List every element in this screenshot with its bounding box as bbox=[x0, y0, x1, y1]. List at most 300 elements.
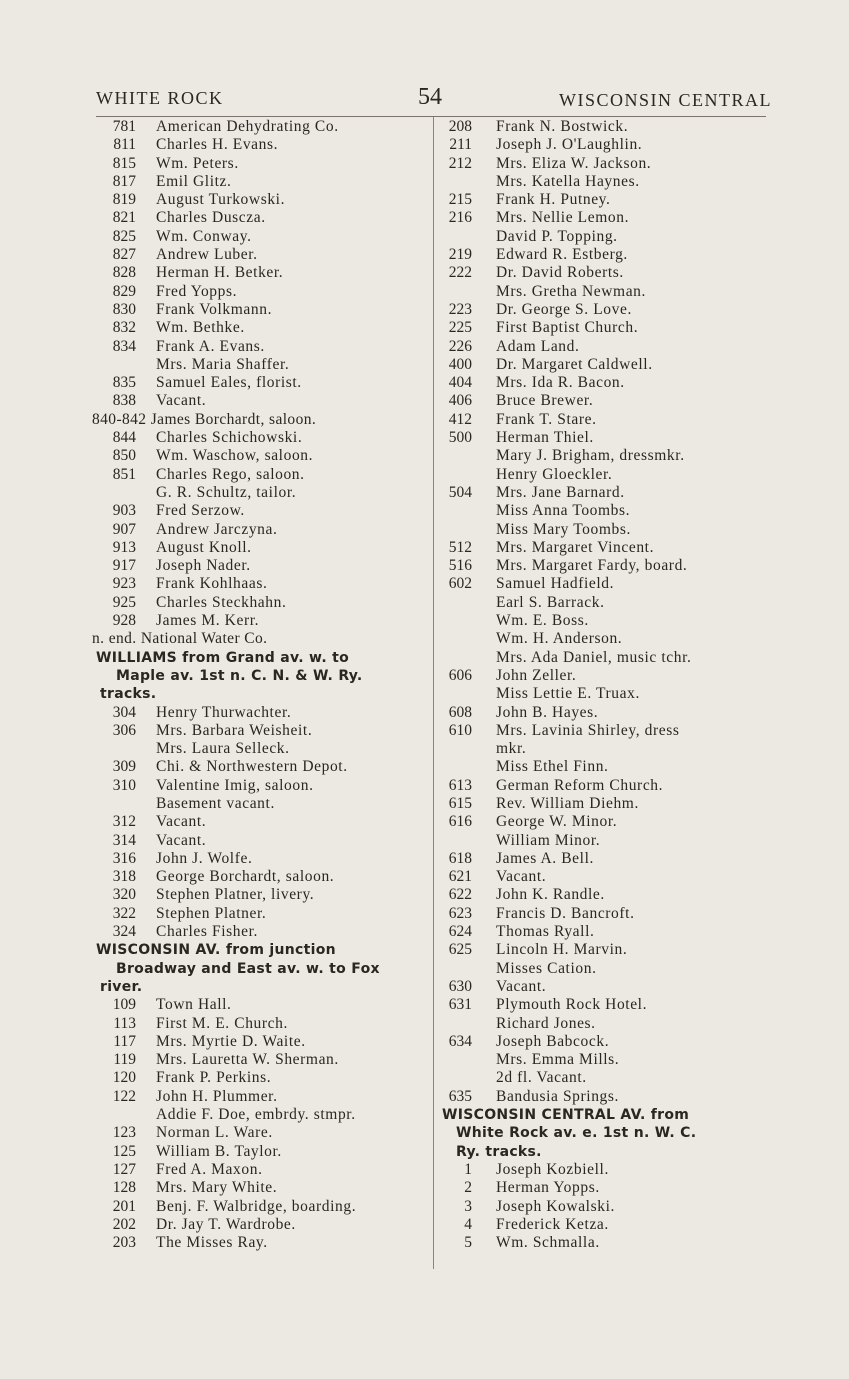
directory-entry bbox=[90, 575, 430, 593]
resident-name: Vacant. bbox=[156, 813, 207, 831]
house-number: 113 bbox=[113, 1014, 136, 1032]
directory-entry bbox=[440, 429, 780, 447]
directory-entry bbox=[440, 228, 780, 246]
resident-name: Henry Thurwachter. bbox=[156, 703, 292, 721]
directory-entry bbox=[440, 136, 780, 154]
house-number: 615 bbox=[448, 794, 472, 812]
directory-entry bbox=[90, 447, 430, 465]
directory-entry bbox=[90, 118, 430, 136]
directory-entry bbox=[440, 667, 780, 685]
resident-name: Mary J. Brigham, dressmkr. bbox=[496, 447, 685, 465]
house-number: 917 bbox=[112, 557, 136, 575]
house-number: 625 bbox=[448, 941, 472, 959]
house-number: 216 bbox=[448, 209, 472, 227]
resident-name: Charles Steckhahn. bbox=[156, 593, 287, 611]
house-number: 925 bbox=[112, 593, 136, 611]
house-number: 621 bbox=[448, 868, 472, 886]
resident-name: Earl S. Barrack. bbox=[496, 593, 605, 611]
directory-entry bbox=[440, 1198, 780, 1216]
house-number: 223 bbox=[448, 300, 472, 318]
house-number: 634 bbox=[448, 1032, 472, 1050]
directory-entry bbox=[440, 155, 780, 173]
resident-name: Basement vacant. bbox=[156, 794, 275, 812]
house-number: 203 bbox=[112, 1234, 136, 1252]
house-number: 318 bbox=[112, 868, 136, 886]
directory-entry bbox=[90, 923, 430, 941]
resident-name: American Dehydrating Co. bbox=[156, 118, 339, 135]
house-number: 316 bbox=[112, 849, 136, 867]
directory-entry bbox=[440, 173, 780, 191]
directory-entry bbox=[90, 832, 430, 850]
resident-name: Bruce Brewer. bbox=[496, 392, 594, 410]
resident-name: Joseph J. O'Laughlin. bbox=[496, 136, 643, 154]
house-number: 215 bbox=[448, 191, 472, 209]
directory-entry bbox=[440, 740, 780, 758]
resident-name: Mrs. Margaret Fardy, board. bbox=[496, 557, 688, 575]
directory-entry bbox=[90, 338, 430, 356]
resident-name: Frank N. Bostwick. bbox=[496, 118, 629, 135]
house-number: 923 bbox=[112, 575, 136, 593]
directory-entry bbox=[440, 905, 780, 923]
house-number: 825 bbox=[112, 227, 136, 245]
directory-entry bbox=[440, 941, 780, 959]
resident-name: Samuel Hadfield. bbox=[496, 575, 615, 593]
directory-entry bbox=[440, 923, 780, 941]
house-number: 225 bbox=[448, 319, 472, 337]
resident-name: Miss Lettie E. Truax. bbox=[496, 685, 640, 703]
resident-name: John J. Wolfe. bbox=[156, 849, 253, 867]
directory-entry bbox=[90, 612, 430, 630]
directory-entry bbox=[440, 502, 780, 520]
house-number: 851 bbox=[112, 465, 136, 483]
house-number: 631 bbox=[448, 996, 472, 1014]
directory-entry bbox=[90, 1234, 430, 1252]
house-number: 3 bbox=[464, 1197, 472, 1215]
resident-name: Mrs. Lavinia Shirley, dress bbox=[496, 721, 680, 739]
resident-name: Joseph Kowalski. bbox=[496, 1197, 615, 1215]
resident-name: Mrs. Margaret Vincent. bbox=[496, 538, 655, 556]
resident-name: Dr. David Roberts. bbox=[496, 264, 624, 282]
directory-entry bbox=[440, 392, 780, 410]
directory-entry bbox=[90, 521, 430, 539]
directory-entry bbox=[90, 136, 430, 154]
resident-name: 2d fl. Vacant. bbox=[496, 1069, 587, 1087]
resident-name: Wm. Peters. bbox=[156, 154, 239, 172]
street-heading: tracks. bbox=[100, 686, 157, 703]
resident-name: Richard Jones. bbox=[496, 1014, 596, 1032]
house-number: 314 bbox=[112, 831, 136, 849]
directory-entry bbox=[440, 301, 780, 319]
entry-text: 840-842 James Borchardt, saloon. bbox=[92, 410, 317, 428]
house-number: 829 bbox=[112, 282, 136, 300]
house-number: 618 bbox=[448, 849, 472, 867]
house-number: 622 bbox=[448, 886, 472, 904]
resident-name: Frank H. Putney. bbox=[496, 191, 611, 209]
house-number: 815 bbox=[112, 154, 136, 172]
resident-name: Charles Schichowski. bbox=[156, 429, 303, 447]
directory-entry bbox=[90, 594, 430, 612]
header-rule bbox=[96, 116, 766, 117]
directory-entry bbox=[440, 338, 780, 356]
directory-entry bbox=[90, 411, 430, 429]
house-number: 512 bbox=[448, 538, 472, 556]
house-number: 119 bbox=[113, 1051, 136, 1069]
resident-name: Mrs. Mary White. bbox=[156, 1179, 278, 1197]
directory-entry bbox=[440, 246, 780, 264]
house-number: 309 bbox=[112, 758, 136, 776]
directory-entry bbox=[440, 704, 780, 722]
house-number: 202 bbox=[112, 1215, 136, 1233]
resident-name: Frank Volkmann. bbox=[156, 300, 273, 318]
directory-entry bbox=[90, 740, 430, 758]
house-number: 623 bbox=[448, 904, 472, 922]
resident-name: James A. Bell. bbox=[496, 849, 594, 867]
resident-name: Miss Ethel Finn. bbox=[496, 758, 609, 776]
resident-name: Dr. Margaret Caldwell. bbox=[496, 355, 653, 373]
entry-text: n. end. National Water Co. bbox=[92, 630, 268, 648]
resident-name: G. R. Schultz, tailor. bbox=[156, 483, 297, 501]
resident-name: Miss Anna Toombs. bbox=[496, 502, 631, 520]
directory-entry bbox=[440, 521, 780, 539]
resident-name: Mrs. Maria Shaffer. bbox=[156, 355, 290, 373]
house-number: 201 bbox=[112, 1197, 136, 1215]
resident-name: Andrew Luber. bbox=[156, 246, 258, 264]
house-number: 610 bbox=[448, 721, 472, 739]
house-number: 819 bbox=[112, 191, 136, 209]
house-number: 516 bbox=[448, 557, 472, 575]
house-number: 122 bbox=[112, 1087, 136, 1105]
house-number: 120 bbox=[112, 1069, 136, 1087]
house-number: 109 bbox=[112, 996, 136, 1014]
house-number: 504 bbox=[448, 483, 472, 501]
directory-entry bbox=[440, 1015, 780, 1033]
directory-entry bbox=[440, 612, 780, 630]
resident-name: mkr. bbox=[496, 740, 527, 758]
resident-name: George W. Minor. bbox=[496, 813, 618, 831]
resident-name: Wm. Schmalla. bbox=[496, 1234, 600, 1252]
resident-name: Mrs. Jane Barnard. bbox=[496, 483, 625, 501]
resident-name: Charles Rego, saloon. bbox=[156, 465, 305, 483]
house-number: 306 bbox=[112, 721, 136, 739]
resident-name: Charles Duscza. bbox=[156, 209, 266, 227]
resident-name: John B. Hayes. bbox=[496, 703, 599, 721]
directory-entry bbox=[90, 1051, 430, 1069]
directory-entry bbox=[90, 374, 430, 392]
house-number: 125 bbox=[112, 1142, 136, 1160]
resident-name: Francis D. Bancroft. bbox=[496, 904, 635, 922]
resident-name: Vacant. bbox=[156, 392, 207, 410]
resident-name: Frederick Ketza. bbox=[496, 1215, 609, 1233]
directory-entry bbox=[90, 1088, 430, 1106]
directory-entry bbox=[90, 502, 430, 520]
house-number: 128 bbox=[112, 1179, 136, 1197]
resident-name: John K. Randle. bbox=[496, 886, 605, 904]
right-column bbox=[440, 118, 780, 1252]
resident-name: Addie F. Doe, embrdy. stmpr. bbox=[156, 1106, 356, 1124]
resident-name: Henry Gloeckler. bbox=[496, 465, 613, 483]
directory-entry bbox=[90, 1069, 430, 1087]
house-number: 412 bbox=[448, 410, 472, 428]
resident-name: Bandusia Springs. bbox=[496, 1087, 620, 1105]
resident-name: Mrs. Ida R. Bacon. bbox=[496, 374, 625, 392]
resident-name: Herman Thiel. bbox=[496, 429, 594, 447]
directory-entry bbox=[90, 1216, 430, 1234]
resident-name: Misses Cation. bbox=[496, 959, 597, 977]
street-heading: river. bbox=[100, 978, 143, 995]
street-heading: Broadway and East av. w. to Fox bbox=[116, 960, 380, 977]
directory-entry bbox=[90, 722, 430, 740]
house-number: 320 bbox=[112, 886, 136, 904]
resident-name: Vacant. bbox=[496, 868, 547, 886]
resident-name: William B. Taylor. bbox=[156, 1142, 282, 1160]
resident-name: Herman Yopps. bbox=[496, 1179, 600, 1197]
resident-name: Vacant. bbox=[156, 831, 207, 849]
directory-entry bbox=[90, 356, 430, 374]
resident-name: Dr. George S. Love. bbox=[496, 300, 632, 318]
resident-name: Stephen Platner, livery. bbox=[156, 886, 315, 904]
directory-entry bbox=[440, 868, 780, 886]
house-number: 117 bbox=[113, 1032, 136, 1050]
house-number: 222 bbox=[448, 264, 472, 282]
street-heading: White Rock av. e. 1st n. W. C. bbox=[456, 1125, 697, 1142]
directory-entry bbox=[90, 996, 430, 1014]
resident-name: Mrs. Katella Haynes. bbox=[496, 172, 640, 190]
column-divider bbox=[433, 117, 434, 1269]
directory-entry bbox=[90, 795, 430, 813]
directory-entry bbox=[440, 1033, 780, 1051]
directory-entry bbox=[90, 173, 430, 191]
directory-entry bbox=[90, 557, 430, 575]
directory-entry bbox=[90, 1124, 430, 1142]
directory-entry bbox=[90, 704, 430, 722]
house-number: 606 bbox=[448, 666, 472, 684]
directory-entry bbox=[90, 155, 430, 173]
resident-name: Lincoln H. Marvin. bbox=[496, 941, 628, 959]
directory-entry bbox=[440, 594, 780, 612]
house-number: 827 bbox=[112, 246, 136, 264]
directory-entry bbox=[90, 1015, 430, 1033]
house-number: 928 bbox=[112, 612, 136, 630]
house-number: 404 bbox=[448, 374, 472, 392]
resident-name: James M. Kerr. bbox=[156, 612, 260, 630]
directory-entry bbox=[440, 758, 780, 776]
directory-entry bbox=[90, 539, 430, 557]
directory-entry bbox=[90, 429, 430, 447]
directory-entry bbox=[440, 356, 780, 374]
house-number: 608 bbox=[448, 703, 472, 721]
house-number: 212 bbox=[448, 154, 472, 172]
resident-name: August Knoll. bbox=[156, 538, 252, 556]
directory-entry bbox=[90, 301, 430, 319]
resident-name: Valentine Imig, saloon. bbox=[156, 776, 314, 794]
house-number: 312 bbox=[112, 813, 136, 831]
house-number: 400 bbox=[448, 355, 472, 373]
house-number: 850 bbox=[112, 447, 136, 465]
house-number: 835 bbox=[112, 374, 136, 392]
house-number: 310 bbox=[112, 776, 136, 794]
directory-entry bbox=[90, 191, 430, 209]
directory-entry bbox=[440, 1179, 780, 1197]
directory-entry bbox=[90, 319, 430, 337]
resident-name: Frank P. Perkins. bbox=[156, 1069, 272, 1087]
directory-entry bbox=[90, 283, 430, 301]
house-number: 834 bbox=[112, 337, 136, 355]
resident-name: Miss Mary Toombs. bbox=[496, 520, 631, 538]
directory-entry bbox=[440, 1216, 780, 1234]
directory-entry bbox=[440, 264, 780, 282]
resident-name: Mrs. Emma Mills. bbox=[496, 1051, 620, 1069]
house-number: 406 bbox=[448, 392, 472, 410]
house-number: 322 bbox=[112, 904, 136, 922]
house-number: 211 bbox=[449, 136, 472, 154]
resident-name: Mrs. Laura Selleck. bbox=[156, 740, 290, 758]
resident-name: Fred Serzow. bbox=[156, 502, 245, 520]
resident-name: First M. E. Church. bbox=[156, 1014, 288, 1032]
resident-name: John Zeller. bbox=[496, 666, 577, 684]
house-number: 635 bbox=[448, 1087, 472, 1105]
directory-entry bbox=[440, 209, 780, 227]
resident-name: Joseph Babcock. bbox=[496, 1032, 610, 1050]
directory-entry bbox=[90, 868, 430, 886]
resident-name: Charles Fisher. bbox=[156, 923, 258, 941]
directory-entry bbox=[440, 1051, 780, 1069]
directory-entry bbox=[440, 411, 780, 429]
house-number: 304 bbox=[112, 703, 136, 721]
house-number: 781 bbox=[112, 118, 136, 135]
house-number: 5 bbox=[464, 1234, 472, 1252]
directory-entry bbox=[440, 319, 780, 337]
directory-entry bbox=[90, 813, 430, 831]
directory-entry bbox=[440, 960, 780, 978]
house-number: 127 bbox=[112, 1160, 136, 1178]
street-heading: WILLIAMS from Grand av. w. to bbox=[96, 649, 350, 666]
resident-name: German Reform Church. bbox=[496, 776, 664, 794]
resident-name: Wm. E. Boss. bbox=[496, 612, 589, 630]
directory-entry bbox=[440, 795, 780, 813]
house-number: 630 bbox=[448, 977, 472, 995]
resident-name: Mrs. Ada Daniel, music tchr. bbox=[496, 648, 692, 666]
directory-entry bbox=[90, 246, 430, 264]
house-number: 821 bbox=[112, 209, 136, 227]
directory-entry bbox=[440, 777, 780, 795]
resident-name: Herman H. Betker. bbox=[156, 264, 284, 282]
house-number: 817 bbox=[112, 172, 136, 190]
directory-entry bbox=[440, 1234, 780, 1252]
directory-entry bbox=[90, 886, 430, 904]
directory-entry bbox=[90, 466, 430, 484]
resident-name: Benj. F. Walbridge, boarding. bbox=[156, 1197, 357, 1215]
directory-entry bbox=[440, 886, 780, 904]
resident-name: Norman L. Ware. bbox=[156, 1124, 273, 1142]
resident-name: Chi. & Northwestern Depot. bbox=[156, 758, 348, 776]
resident-name: Emil Glitz. bbox=[156, 172, 232, 190]
house-number: 913 bbox=[112, 538, 136, 556]
resident-name: The Misses Ray. bbox=[156, 1234, 268, 1252]
house-number: 4 bbox=[464, 1215, 472, 1233]
house-number: 1 bbox=[464, 1160, 472, 1178]
running-head-right: WISCONSIN CENTRAL bbox=[559, 90, 772, 110]
house-number: 613 bbox=[448, 776, 472, 794]
directory-entry bbox=[90, 1198, 430, 1216]
directory-entry bbox=[440, 484, 780, 502]
resident-name: Mrs. Barbara Weisheit. bbox=[156, 721, 313, 739]
resident-name: Edward R. Estberg. bbox=[496, 246, 628, 264]
house-number: 616 bbox=[448, 813, 472, 831]
resident-name: Vacant. bbox=[496, 977, 547, 995]
directory-entry bbox=[440, 1161, 780, 1179]
directory-entry bbox=[90, 777, 430, 795]
directory-entry bbox=[90, 1033, 430, 1051]
directory-entry bbox=[90, 905, 430, 923]
running-head-left: WHITE ROCK bbox=[96, 88, 224, 108]
resident-name: Plymouth Rock Hotel. bbox=[496, 996, 648, 1014]
directory-entry bbox=[90, 264, 430, 282]
street-heading: WISCONSIN CENTRAL AV. from bbox=[442, 1107, 690, 1124]
resident-name: Wm. Conway. bbox=[156, 227, 252, 245]
directory-entry bbox=[440, 191, 780, 209]
resident-name: Mrs. Lauretta W. Sherman. bbox=[156, 1051, 339, 1069]
resident-name: Fred Yopps. bbox=[156, 282, 238, 300]
resident-name: Rev. William Diehm. bbox=[496, 794, 639, 812]
resident-name: First Baptist Church. bbox=[496, 319, 639, 337]
directory-entry bbox=[440, 539, 780, 557]
street-heading: WISCONSIN AV. from junction bbox=[96, 942, 336, 959]
house-number: 2 bbox=[464, 1179, 472, 1197]
resident-name: Andrew Jarczyna. bbox=[156, 520, 278, 538]
left-column bbox=[90, 118, 430, 1252]
resident-name: Charles H. Evans. bbox=[156, 136, 279, 154]
directory-entry bbox=[440, 996, 780, 1014]
directory-entry bbox=[90, 630, 430, 648]
directory-entry bbox=[440, 630, 780, 648]
house-number: 208 bbox=[448, 118, 472, 135]
directory-entry bbox=[440, 557, 780, 575]
resident-name: Wm. Waschow, saloon. bbox=[156, 447, 314, 465]
page-header bbox=[96, 86, 772, 112]
resident-name: John H. Plummer. bbox=[156, 1087, 278, 1105]
directory-entry bbox=[440, 118, 780, 136]
resident-name: Frank Kohlhaas. bbox=[156, 575, 268, 593]
resident-name: Thomas Ryall. bbox=[496, 923, 595, 941]
house-number: 844 bbox=[112, 429, 136, 447]
house-number: 811 bbox=[113, 136, 136, 154]
directory-entry bbox=[440, 722, 780, 740]
directory-entry bbox=[90, 1106, 430, 1124]
resident-name: Frank A. Evans. bbox=[156, 337, 265, 355]
directory-entry bbox=[90, 1161, 430, 1179]
house-number: 907 bbox=[112, 520, 136, 538]
directory-entry bbox=[440, 649, 780, 667]
resident-name: Adam Land. bbox=[496, 337, 580, 355]
resident-name: Joseph Kozbiell. bbox=[496, 1160, 609, 1178]
resident-name: Frank T. Stare. bbox=[496, 410, 597, 428]
house-number: 828 bbox=[112, 264, 136, 282]
resident-name: Mrs. Eliza W. Jackson. bbox=[496, 154, 652, 172]
house-number: 500 bbox=[448, 429, 472, 447]
house-number: 832 bbox=[112, 319, 136, 337]
page-number: 54 bbox=[418, 84, 442, 110]
directory-entry bbox=[90, 209, 430, 227]
resident-name: Wm. Bethke. bbox=[156, 319, 245, 337]
directory-entry bbox=[440, 832, 780, 850]
resident-name: Mrs. Gretha Newman. bbox=[496, 282, 646, 300]
resident-name: Fred A. Maxon. bbox=[156, 1160, 263, 1178]
resident-name: Mrs. Nellie Lemon. bbox=[496, 209, 630, 227]
house-number: 838 bbox=[112, 392, 136, 410]
resident-name: Stephen Platner. bbox=[156, 904, 267, 922]
resident-name: Joseph Nader. bbox=[156, 557, 251, 575]
house-number: 830 bbox=[112, 300, 136, 318]
